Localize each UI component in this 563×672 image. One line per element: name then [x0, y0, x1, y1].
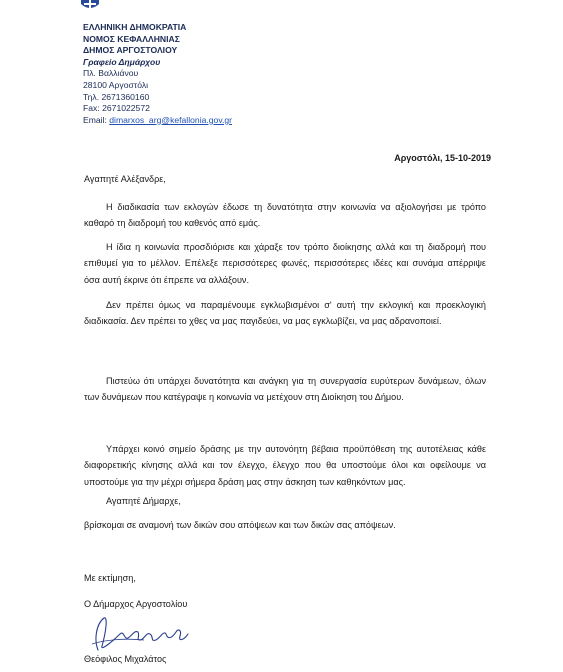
- handwritten-signature: [84, 610, 194, 654]
- sign-off: Με εκτίμηση,: [84, 573, 136, 583]
- email-link[interactable]: dimarxos_arg@kefallonia.gov.gr: [109, 114, 233, 125]
- letterhead-street: Πλ. Βαλλιάνου: [83, 68, 139, 79]
- salutation: Αγαπητέ Αλέξανδρε,: [84, 174, 166, 184]
- coat-of-arms-emblem: [78, 0, 102, 12]
- body-paragraph-2: Η ίδια η κοινωνία προσδιόρισε και χάραξε τον τρόπο διοίκησης αλλά και τη διαδρομή που επιθυμεί για το μέλλον. Επέλεξε περισσότερες φωνές, περισσότερες ιδέες και συνάμα απέρριψε όσα αυτή έκρινε ότι έπρεπε να αλλάξουν.: [84, 242, 486, 285]
- letterhead-email-row: [83, 115, 232, 127]
- letterhead-municipality: ΔΗΜΟΣ ΑΡΓΟΣΤΟΛΙΟΥ: [83, 45, 178, 56]
- email-label: Email:: [83, 114, 107, 125]
- body-paragraph-1: Η διαδικασία των εκλογών έδωσε τη δυνατότητα στην κοινωνία να αξιολογήσει με τρόπο καθαρό τη διαδρομή του καθενός από εμάς.: [84, 202, 486, 229]
- letterhead-postcode: 28100 Αργοστόλι: [83, 79, 149, 90]
- signer-name: Θεόφιλος Μιχαλάτος: [84, 654, 167, 664]
- letterhead: [83, 22, 232, 126]
- letter-date: Αργοστόλι, 15-10-2019: [394, 153, 491, 163]
- letterhead-country: ΕΛΛΗΝΙΚΗ ΔΗΜΟΚΡΑΤΙΑ: [83, 22, 187, 32]
- letterhead-office: Γραφείο Δημάρχου: [83, 56, 161, 67]
- body-paragraph-3: Δεν πρέπει όμως να παραμένουμε εγκλωβισμένοι σ' αυτή την εκλογική και προεκλογική διαδικασία. Δεν πρέπει το χθες να μας παγιδεύει, να μας εγκλωβίζει, να μας αδρανοποιεί.: [84, 300, 486, 327]
- letterhead-fax: Fax: 2671022572: [83, 103, 150, 114]
- second-salutation: Αγαπητέ Δήμαρχε,: [106, 496, 181, 506]
- body-paragraph-4: Πιστεύω ότι υπάρχει δυνατότητα και ανάγκη για τη συνεργασία ευρύτερων δυνάμεων, όλων των δυνάμεων που κατέγραψε η κοινωνία να μετέχουν στη Διοίκηση του Δήμου.: [84, 376, 486, 403]
- body-paragraph-5: Υπάρχει κοινό σημείο δράσης με την αυτονόητη βέβαια προϋπόθεση της αυτοτέλειας κάθε διαφορετικής κίνησης αλλά και τον έλεγχο, έλεγχο που θα υποστούμε όλοι και οφείλουμε να υποστούμε για την μέχρι σήμερα δράση μας στην άσκηση των καθηκόντων μας.: [84, 444, 486, 487]
- closing-paragraph: βρίσκομαι σε αναμονή των δικών σου απόψεων και των δικών σας απόψεων.: [84, 520, 396, 530]
- signer-title: Ο Δήμαρχος Αργοστολίου: [84, 599, 188, 609]
- letterhead-phone: Τηλ. 2671360160: [83, 91, 150, 102]
- letterhead-prefecture: ΝΟΜΟΣ ΚΕΦΑΛΛΗΝΙΑΣ: [83, 33, 180, 44]
